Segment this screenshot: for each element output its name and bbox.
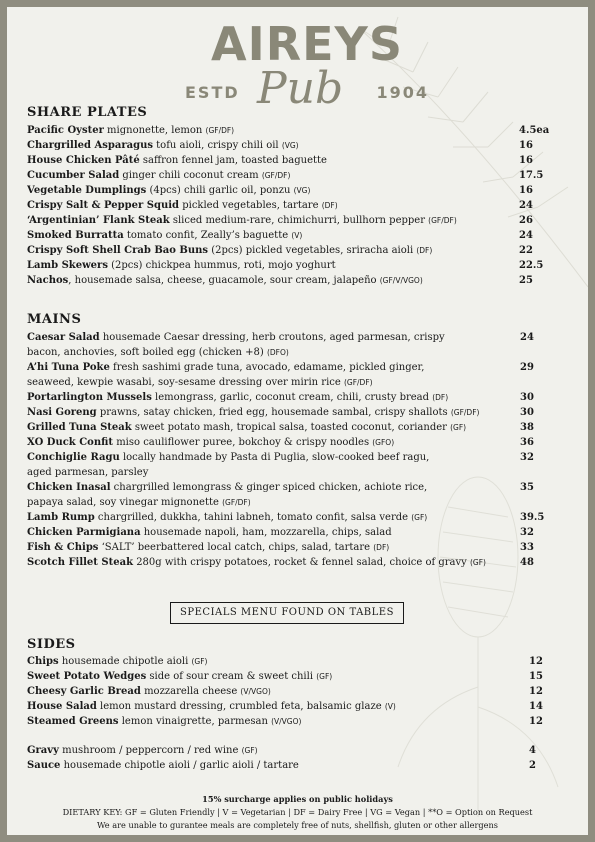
menu-item — [27, 450, 575, 480]
menu-item-description: housemade napoli, ham, mozzarella, chips, salad — [140, 527, 392, 538]
menu-item-name: Lamb Rump — [27, 512, 95, 523]
menu-item-name: Chicken Parmigiana — [27, 527, 141, 538]
menu-item-text — [27, 258, 507, 273]
menu-item — [27, 435, 575, 450]
dietary-key: DIETARY KEY: GF = Gluten Friendly | V = Vegetarian | DF = Dairy Free | VG = Vegan | **O = Option on Request — [62, 807, 533, 817]
menu-item-description: housemade Caesar dressing, herb croutons, aged parmesan, crispy bacon, anchovies, soft boiled egg (chicken +8) — [27, 332, 445, 358]
surcharge-note: 15% surcharge applies on public holidays — [202, 794, 393, 804]
menu-item-price: 48 — [520, 557, 534, 568]
menu-item-dietary: (GF) — [411, 513, 428, 522]
menu-item-text — [27, 213, 507, 228]
menu-item-name: Caesar Salad — [27, 332, 100, 343]
menu-item-name: Conchiglie Ragu — [27, 452, 120, 463]
menu-item-dietary: (GF/DF) — [450, 408, 480, 417]
menu-item-dietary: (GF) — [191, 657, 208, 666]
menu-item-name: Vegetable Dumplings — [27, 185, 147, 196]
menu-item-name: Pacific Oyster — [27, 125, 104, 136]
logo-year: 1904 — [376, 83, 429, 102]
menu-item-price: 16 — [519, 140, 533, 151]
menu-item-name: Chicken Inasal — [27, 482, 111, 493]
menu-item — [27, 669, 575, 684]
menu-item-price: 33 — [520, 542, 534, 553]
menu-item-name: Fish & Chips — [27, 542, 99, 553]
menu-item-dietary: (GF/DF) — [261, 171, 291, 180]
menu-item-dietary: (GF) — [470, 558, 486, 567]
menu-item-price: 36 — [520, 437, 534, 448]
menu-item-name: Sweet Potato Wedges — [27, 671, 147, 682]
menu-item-description: mozzarella cheese — [140, 686, 241, 697]
sides-heading: SIDES — [27, 637, 76, 652]
menu-item-dietary: (GF/DF) — [222, 498, 251, 507]
menu-item-price: 16 — [519, 155, 533, 166]
menu-item-description: lemon mustard dressing, crumbled feta, balsamic glaze — [96, 701, 385, 712]
menu-item-description: locally handmade by Pasta di Puglia, slow-cooked beef ragu, aged parmesan, parsley — [27, 452, 430, 478]
menu-item-text — [27, 654, 507, 669]
menu-item — [27, 243, 575, 258]
menu-item-text — [27, 435, 507, 450]
menu-item-dietary: (DFO) — [266, 348, 289, 357]
menu-item-name: ‘Argentinian’ Flank Steak — [27, 215, 170, 226]
menu-item — [27, 758, 575, 773]
menu-item-description: housemade chipotle aioli / garlic aioli / tartare — [60, 760, 299, 771]
logo-script: Pub — [257, 63, 344, 114]
menu-item-description: ‘SALT’ beerbattered local catch, chips, salad, tartare — [98, 542, 374, 553]
menu-item-description: sliced medium-rare, chimichurri, bullhorn pepper — [169, 215, 429, 226]
menu-item-name: Steamed Greens — [27, 716, 119, 727]
menu-item-dietary: (GF/DF) — [205, 126, 235, 135]
menu-item-text — [27, 243, 507, 258]
menu-item-description: chargrilled lemongrass & ginger spiced chicken, achiote rice, papaya salad, soy vinegar mignonette — [27, 482, 428, 508]
menu-item-description: sweet potato mash, tropical salsa, toasted coconut, coriander — [131, 422, 451, 433]
menu-item-dietary: (VG) — [293, 186, 311, 195]
menu-item-text — [27, 228, 507, 243]
menu-item-price: 39.5 — [520, 512, 545, 523]
menu-item — [27, 510, 575, 525]
menu-item-text — [27, 153, 507, 168]
menu-item-description: saffron fennel jam, toasted baguette — [139, 155, 327, 166]
pub-logo — [167, 17, 447, 117]
menu-item-text — [27, 525, 507, 540]
menu-item-description: prawns, satay chicken, fried egg, housemade sambal, crispy shallots — [96, 407, 451, 418]
menu-item-dietary: (DF) — [321, 201, 338, 210]
menu-item-price: 32 — [520, 452, 534, 463]
menu-item — [27, 168, 575, 183]
menu-item-text — [27, 743, 507, 758]
menu-item-description: ginger chili coconut cream — [119, 170, 262, 181]
menu-item-price: 22 — [519, 245, 533, 256]
menu-item-name: A’hi Tuna Poke — [27, 362, 110, 373]
menu-item — [27, 525, 575, 540]
menu-item — [27, 555, 575, 570]
menu-item-text — [27, 360, 447, 390]
menu-item — [27, 198, 575, 213]
menu-item-text — [27, 758, 507, 773]
menu-item — [27, 540, 575, 555]
menu-item-name: Chips — [27, 656, 59, 667]
menu-item-dietary: (VG) — [281, 141, 299, 150]
mains-list — [27, 330, 575, 570]
menu-item-price: 16 — [519, 185, 533, 196]
menu-item-text — [27, 684, 507, 699]
specials-notice: SPECIALS MENU FOUND ON TABLES — [170, 602, 404, 624]
menu-item-description: pickled vegetables, tartare — [179, 200, 322, 211]
menu-item — [27, 405, 575, 420]
menu-item-description: lemongrass, garlic, coconut cream, chili, crusty bread — [151, 392, 433, 403]
menu-item-name: Scotch Fillet Steak — [27, 557, 134, 568]
sides-list — [27, 654, 575, 729]
menu-item-name: House Chicken Pâté — [27, 155, 140, 166]
menu-item-price: 30 — [520, 407, 534, 418]
menu-item — [27, 480, 575, 510]
menu-item-price: 4.5ea — [519, 125, 550, 136]
menu-item-price: 14 — [529, 701, 543, 712]
menu-item-text — [27, 669, 507, 684]
menu-item-price: 24 — [519, 230, 533, 241]
menu-item-name: Nachos — [27, 275, 69, 286]
menu-item-description: 280g with crispy potatoes, rocket & fennel salad, choice of gravy — [133, 557, 470, 568]
menu-item-price: 2 — [529, 760, 536, 771]
menu-item-description: lemon vinaigrette, parmesan — [118, 716, 272, 727]
menu-item-price: 12 — [529, 716, 543, 727]
menu-item-dietary: (V) — [384, 702, 396, 711]
menu-item — [27, 743, 575, 758]
menu-item-text — [27, 390, 507, 405]
menu-item-price: 22.5 — [519, 260, 544, 271]
menu-item-dietary: (V/VGO) — [271, 717, 302, 726]
menu-item-description: housemade chipotle aioli — [58, 656, 192, 667]
menu-item-price: 17.5 — [519, 170, 544, 181]
menu-item-description: side of sour cream & sweet chili — [146, 671, 317, 682]
menu-item-name: Lamb Skewers — [27, 260, 108, 271]
menu-item — [27, 654, 575, 669]
menu-item-text — [27, 123, 507, 138]
menu-item-text — [27, 699, 507, 714]
menu-item — [27, 228, 575, 243]
logo-wordmark: AIREYS — [211, 17, 403, 71]
menu-item — [27, 123, 575, 138]
menu-item-name: Smoked Burratta — [27, 230, 124, 241]
menu-item-name: Chargrilled Asparagus — [27, 140, 153, 151]
menu-item-text — [27, 510, 507, 525]
menu-item-text — [27, 273, 507, 288]
menu-item-name: Gravy — [27, 745, 59, 756]
share-plates-heading: SHARE PLATES — [27, 105, 148, 120]
menu-item — [27, 138, 575, 153]
menu-item-text — [27, 480, 447, 510]
menu-item-name: House Salad — [27, 701, 97, 712]
menu-item-price: 15 — [529, 671, 543, 682]
menu-item-description: tofu aioli, crispy chili oil — [152, 140, 282, 151]
menu-item — [27, 699, 575, 714]
menu-item — [27, 330, 575, 360]
menu-item-price: 12 — [529, 686, 543, 697]
menu-item-name: Grilled Tuna Steak — [27, 422, 132, 433]
menu-item-price: 12 — [529, 656, 543, 667]
menu-item-description: (2pcs) chickpea hummus, roti, mojo yoghurt — [107, 260, 336, 271]
menu-item-name: Cheesy Garlic Bread — [27, 686, 141, 697]
menu-item-name: Cucumber Salad — [27, 170, 120, 181]
menu-item — [27, 420, 575, 435]
menu-item-dietary: (GF/DF) — [428, 216, 457, 225]
menu-item — [27, 213, 575, 228]
menu-item-dietary: (V) — [291, 231, 303, 240]
menu-item-description: chargrilled, dukkha, tahini labneh, tomato confit, salsa verde — [94, 512, 412, 523]
menu-item-dietary: (GF) — [241, 746, 258, 755]
menu-item-text — [27, 420, 507, 435]
menu-item-text — [27, 555, 507, 570]
menu-item-dietary: (GF) — [450, 423, 467, 432]
menu-item-price: 30 — [520, 392, 534, 403]
menu-item-dietary: (GF/DF) — [343, 378, 373, 387]
menu-item-name: Nasi Goreng — [27, 407, 97, 418]
menu-item-description: fresh sashimi grade tuna, avocado, edamame, pickled ginger, seaweed, kewpie wasabi, soy-sesame dressing over mirin rice — [27, 362, 425, 388]
menu-item-name: XO Duck Confit — [27, 437, 114, 448]
menu-item-name: Crispy Salt & Pepper Squid — [27, 200, 180, 211]
extras-list — [27, 743, 575, 773]
menu-item-text — [27, 138, 507, 153]
menu-item — [27, 714, 575, 729]
menu-item-description: (4pcs) chili garlic oil, ponzu — [146, 185, 294, 196]
menu-item-name: Portarlington Mussels — [27, 392, 152, 403]
menu-item-description: tomato confit, Zeally’s baguette — [123, 230, 292, 241]
menu-item-dietary: (GFO) — [372, 438, 395, 447]
menu-item-text — [27, 168, 507, 183]
menu-page — [7, 7, 588, 835]
menu-item — [27, 360, 575, 390]
menu-item-text — [27, 330, 447, 360]
menu-item-price: 24 — [519, 200, 533, 211]
menu-item-name: Crispy Soft Shell Crab Bao Buns — [27, 245, 209, 256]
mains-heading: MAINS — [27, 312, 82, 327]
menu-item-price: 35 — [520, 482, 534, 493]
menu-item-text — [27, 405, 507, 420]
menu-item — [27, 390, 575, 405]
menu-item-description: mushroom / peppercorn / red wine — [58, 745, 242, 756]
logo-estd: ESTD — [185, 83, 240, 102]
menu-item — [27, 258, 575, 273]
menu-item-price: 26 — [519, 215, 533, 226]
menu-item-text — [27, 714, 507, 729]
menu-item — [27, 684, 575, 699]
menu-item — [27, 183, 575, 198]
menu-item-price: 4 — [529, 745, 536, 756]
menu-item-text — [27, 540, 507, 555]
menu-item-dietary: (DF) — [432, 393, 449, 402]
menu-item-dietary: (GF/V/VGO) — [379, 276, 423, 285]
menu-item-price: 24 — [520, 332, 534, 343]
menu-item-text — [27, 450, 447, 480]
menu-item-dietary: (DF) — [373, 543, 390, 552]
menu-item-description: (2pcs) pickled vegetables, sriracha aioli — [208, 245, 417, 256]
menu-item-dietary: (DF) — [416, 246, 433, 255]
menu-item-text — [27, 198, 507, 213]
menu-item-price: 32 — [520, 527, 534, 538]
menu-item-dietary: (V/VGO) — [240, 687, 271, 696]
menu-item-price: 25 — [519, 275, 533, 286]
menu-item-name: Sauce — [27, 760, 61, 771]
menu-item-dietary: (GF) — [316, 672, 333, 681]
menu-item-description: mignonette, lemon — [103, 125, 206, 136]
menu-item-text — [27, 183, 507, 198]
menu-item-description: miso cauliflower puree, bokchoy & crispy noodles — [113, 437, 373, 448]
menu-item — [27, 153, 575, 168]
menu-item-description: , housemade salsa, cheese, guacamole, sour cream, jalapeño — [68, 275, 380, 286]
allergen-note: We are unable to gurantee meals are completely free of nuts, shellfish, gluten or other allergens — [97, 820, 498, 830]
menu-item-price: 29 — [520, 362, 534, 373]
menu-item — [27, 273, 575, 288]
menu-item-price: 38 — [520, 422, 534, 433]
share-plates-list — [27, 123, 575, 288]
